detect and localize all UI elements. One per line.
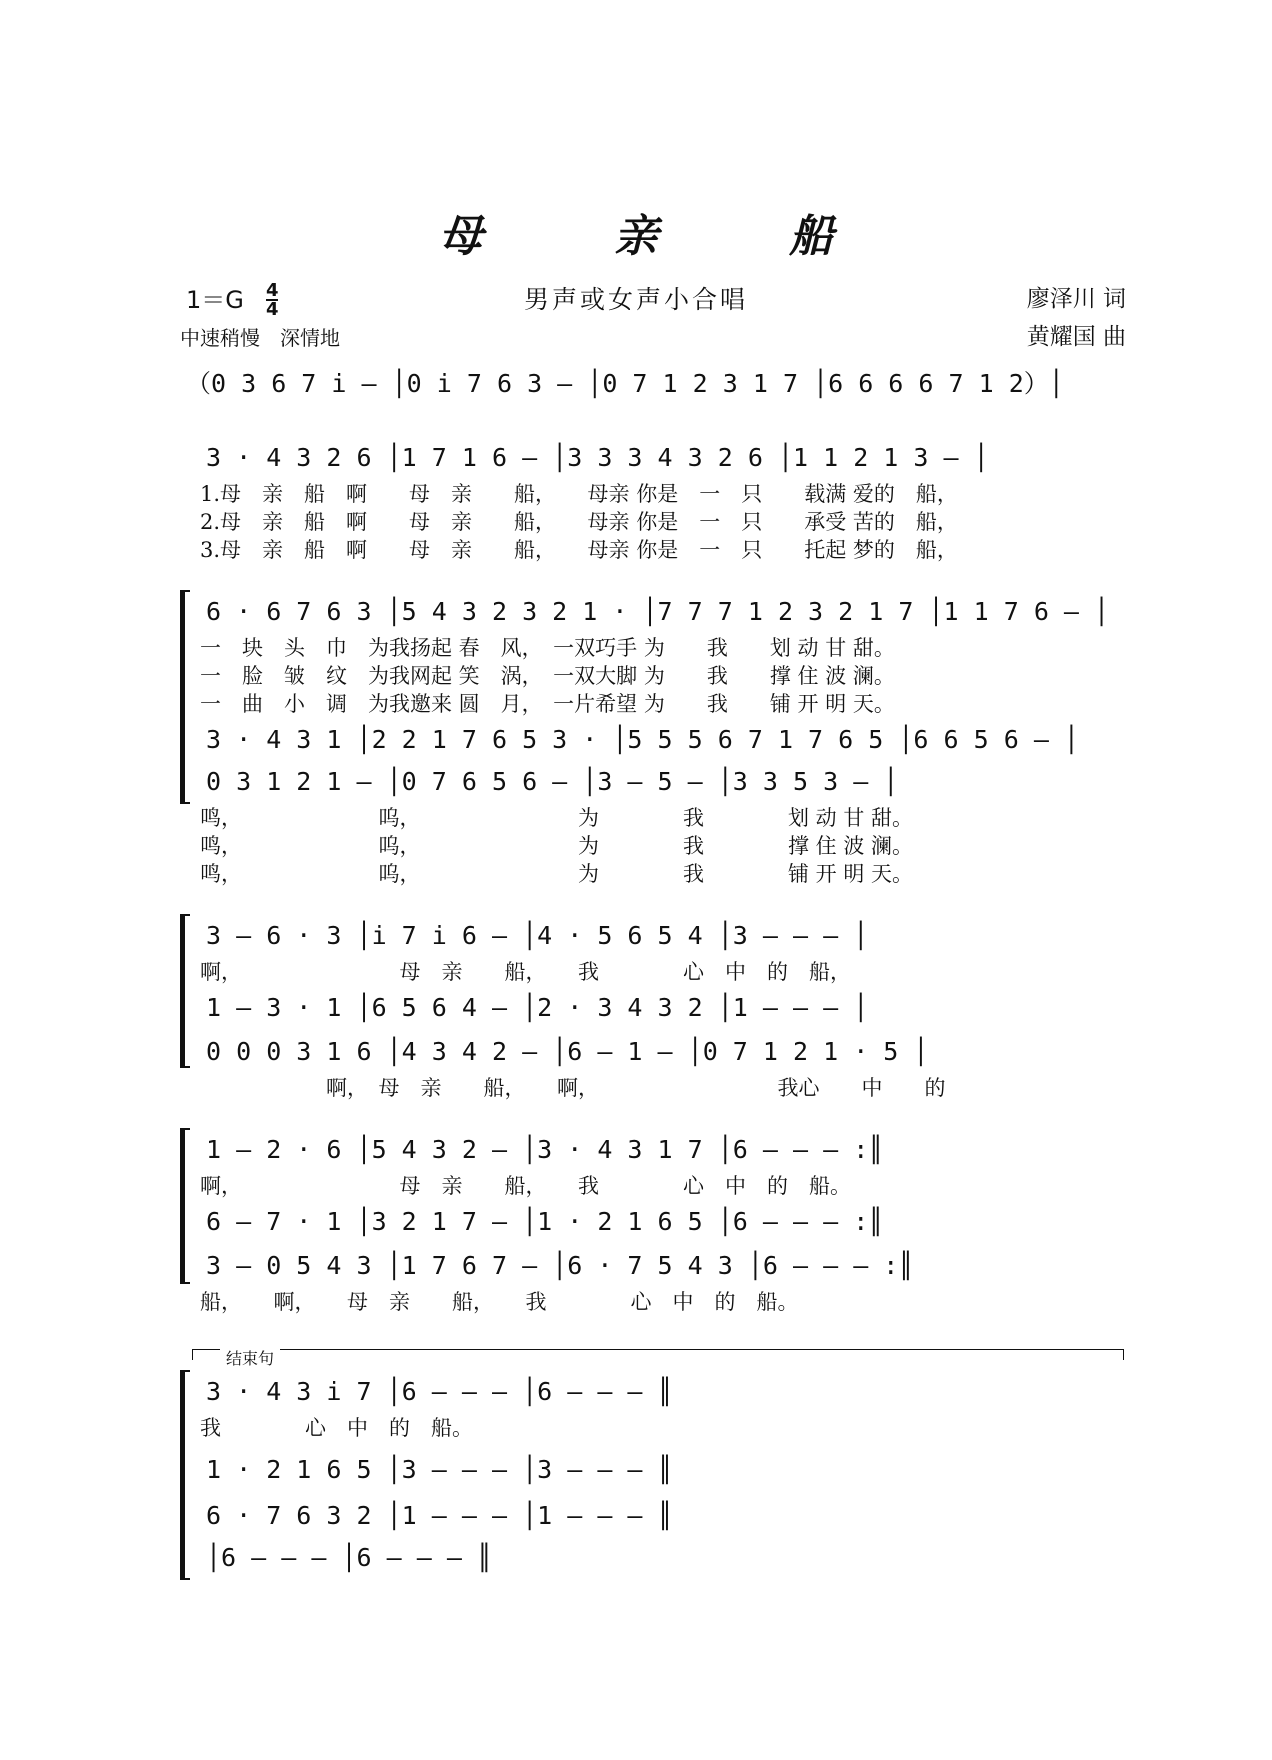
ending-bracket <box>192 1349 1124 1360</box>
key-signature: 1＝G <box>186 286 244 314</box>
part1-notes: 3 – 6 · 3 │i 7 i 6 – │4 · 5 6 5 4 │3 – – – │ <box>206 921 869 950</box>
ending-part2-notes: 1 · 2 1 6 5 │3 – – – │3 – – – ║ <box>206 1455 673 1484</box>
time-sig-bottom: 4 <box>266 299 279 320</box>
song-title: 母 亲 船 <box>438 211 892 262</box>
verse-notes: 3 · 4 3 2 6 │1 7 1 6 – │3 3 3 4 3 2 6 │1 1 2 1 3 – │ <box>206 443 989 472</box>
part2-notes: 1 – 3 · 1 │6 5 6 4 – │2 · 3 4 3 2 │1 – – – │ <box>206 993 869 1022</box>
system-brace <box>180 914 190 1068</box>
part3-lyric: 船， 啊， 母 亲 船， 我 心 中 的 船。 <box>200 1290 799 1314</box>
ending-part1-notes: 3 · 4 3 i 7 │6 – – – │6 – – – ║ <box>206 1377 673 1406</box>
part3-notes: 0 3 1 2 1 – │0 7 6 5 6 – │3 – 5 – │3 3 5 3 – │ <box>206 767 899 796</box>
part1-lyric-3: 一 曲 小 调 为我邀来 圆 月， 一片希望 为 我 铺 开 明 天。 <box>200 692 895 716</box>
part1-lyric: 啊， 母 亲 船， 我 心 中 的 船。 <box>200 1174 851 1198</box>
system-brace <box>180 1370 190 1580</box>
lyricist: 廖泽川 词 <box>1026 286 1126 312</box>
tempo-marking: 中速稍慢 深情地 <box>180 328 340 350</box>
ending-label: 结束句 <box>220 1346 280 1369</box>
intro-notes: （0 3 6 7 i – │0 i 7 6 3 – │0 7 1 2 3 1 7 │6 6 6 6 7 1 2）│ <box>186 369 1064 398</box>
time-sig-top: 4 <box>266 280 279 301</box>
composer: 黄耀国 曲 <box>1026 324 1126 350</box>
verse-lyric-3: 3.母 亲 船 啊 母 亲 船， 母亲 你是 一 只 托起 梦的 船， <box>200 538 958 562</box>
part2-notes: 6 – 7 · 1 │3 2 1 7 – │1 · 2 1 6 5 │6 – – – :║ <box>206 1207 884 1236</box>
part2-notes: 3 · 4 3 1 │2 2 1 7 6 5 3 · │5 5 5 6 7 1 7 6 5 │6 6 5 6 – │ <box>206 725 1079 754</box>
part3-lyric-1: 鸣， 呜， 为 我 划 动 甘 甜。 <box>200 806 914 830</box>
part3-notes: 0 0 0 3 1 6 │4 3 4 2 – │6 – 1 – │0 7 1 2 1 · 5 │ <box>206 1037 929 1066</box>
ending-part1-lyric: 我 心 中 的 船。 <box>200 1416 473 1440</box>
system-brace <box>180 1128 190 1284</box>
part1-lyric: 啊， 母 亲 船， 我 心 中 的 船， <box>200 960 851 984</box>
part3-lyric-3: 鸣， 呜， 为 我 铺 开 明 天。 <box>200 862 914 886</box>
ending-part4-notes: │6 – – – │6 – – – ║ <box>206 1543 492 1572</box>
part3-lyric: 啊， 母 亲 船， 啊， 我心 中 的 <box>200 1076 946 1100</box>
part3-lyric-2: 鸣， 呜， 为 我 撑 住 波 澜。 <box>200 834 914 858</box>
part1-lyric-2: 一 脸 皱 纹 为我网起 笑 涡， 一双大脚 为 我 撑 住 波 澜。 <box>200 664 895 688</box>
part1-notes: 6 · 6 7 6 3 │5 4 3 2 3 2 1 · │7 7 7 1 2 3 2 1 7 │1 1 7 6 – │ <box>206 597 1110 626</box>
part1-lyric-1: 一 块 头 巾 为我扬起 春 风， 一双巧手 为 我 划 动 甘 甜。 <box>200 636 895 660</box>
part1-notes: 1 – 2 · 6 │5 4 3 2 – │3 · 4 3 1 7 │6 – – – :║ <box>206 1135 884 1164</box>
verse-lyric-2: 2.母 亲 船 啊 母 亲 船， 母亲 你是 一 只 承受 苦的 船， <box>200 510 958 534</box>
subtitle: 男声或女声小合唱 <box>523 285 748 314</box>
ending-part3-notes: 6 · 7 6 3 2 │1 – – – │1 – – – ║ <box>206 1501 673 1530</box>
system-brace <box>180 590 190 804</box>
verse-lyric-1: 1.母 亲 船 啊 母 亲 船， 母亲 你是 一 只 载满 爱的 船， <box>200 482 958 506</box>
part3-notes: 3 – 0 5 4 3 │1 7 6 7 – │6 · 7 5 4 3 │6 – – – :║ <box>206 1251 914 1280</box>
